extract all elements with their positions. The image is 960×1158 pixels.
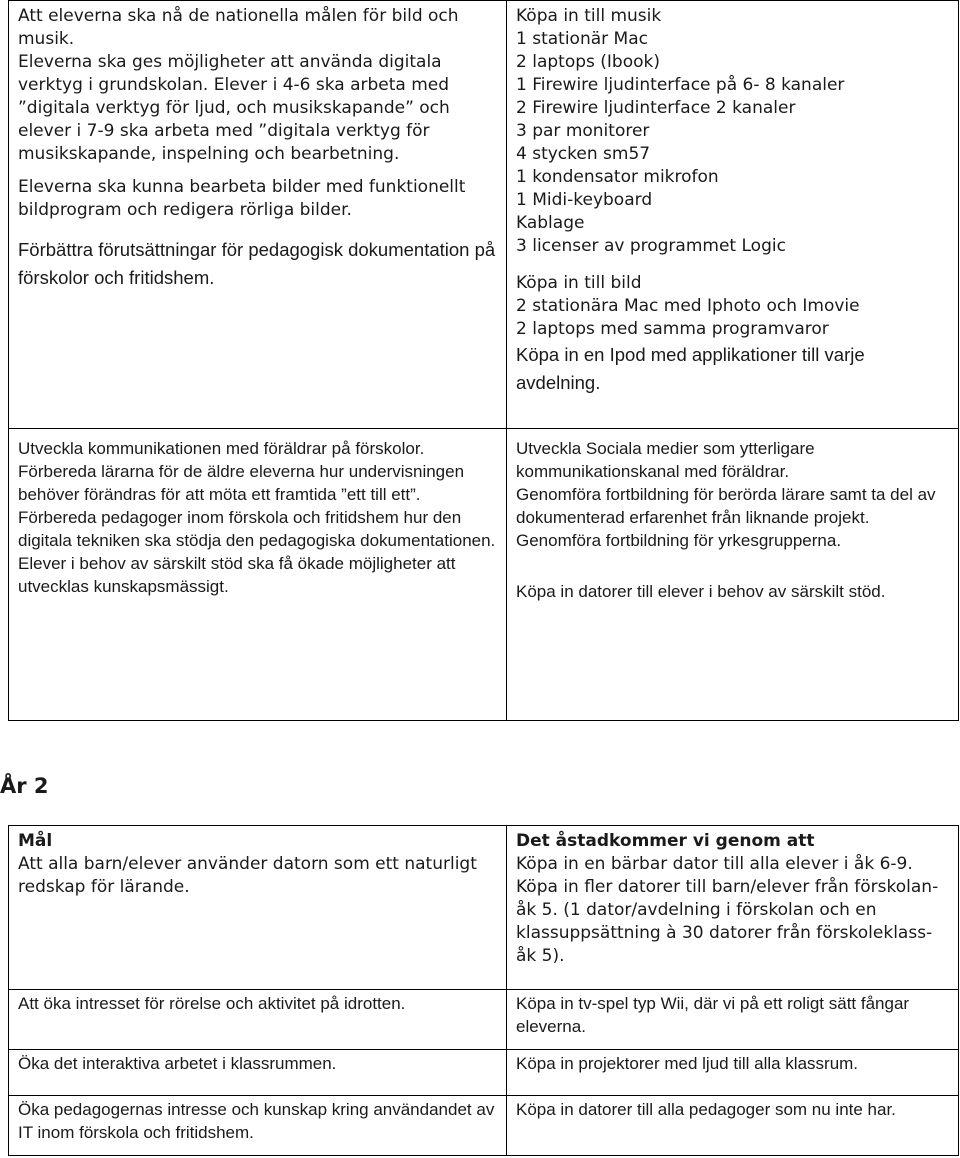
list-item: 3 licenser av programmet Logic [516, 236, 786, 256]
list-item: 2 Firewire ljudinterface 2 kanaler [516, 98, 796, 118]
action-paragraph: Köpa in projektorer med ljud till alla klassrum. [516, 1054, 859, 1073]
action-paragraph: Genomföra fortbildning för berörda lärare samt ta del av dokumenterad erfarenhet från liknande projekt. [516, 485, 936, 527]
goal-paragraph: Att eleverna ska nå de nationella målen för bild och musik. [18, 6, 459, 49]
action-paragraph: Utveckla Sociala medier som ytterligare kommunikationskanal med föräldrar. [516, 439, 815, 481]
goals-table-year-1 [8, 0, 959, 721]
goal-paragraph: Förbereda lärarna för de äldre eleverna hur undervisningen behöver förändras för att möta ett framtida ”ett till ett”. [18, 462, 465, 504]
table-row [9, 429, 959, 721]
goals-cell [9, 1, 507, 429]
actions-cell [507, 429, 959, 721]
goal-column-header: Mål [18, 831, 53, 851]
goals-cell [9, 826, 507, 990]
list-item: 2 laptops (Ibook) [516, 52, 660, 72]
action-column-header: Det åstadkommer vi genom att [516, 831, 815, 851]
year-heading: År 2 [0, 774, 49, 798]
table-row [9, 1, 959, 429]
actions-cell [507, 1, 959, 429]
goal-paragraph: Att alla barn/elever använder datorn som ett naturligt redskap för lärande. [18, 854, 477, 897]
list-item: 1 kondensator mikrofon [516, 167, 719, 187]
action-paragraph: Köpa in tv-spel typ Wii, där vi på ett roligt sätt fångar eleverna. [516, 994, 910, 1036]
table-row [9, 1096, 959, 1156]
goals-cell [9, 429, 507, 721]
list-item: 4 stycken sm57 [516, 144, 651, 164]
goal-paragraph: Öka pedagogernas intresse och kunskap kring användandet av IT inom förskola och fritidshem. [18, 1100, 495, 1142]
actions-cell [507, 1096, 959, 1156]
list-item: 1 Firewire ljudinterface på 6- 8 kanaler [516, 75, 845, 95]
list-item: 3 par monitorer [516, 121, 650, 141]
action-paragraph: Köpa in datorer till elever i behov av särskilt stöd. [516, 582, 886, 601]
image-heading: Köpa in till bild [516, 273, 642, 293]
table-row [9, 990, 959, 1050]
goal-paragraph: Förbereda pedagoger inom förskola och fritidshem hur den digitala tekniken ska stödja den pedagogiska dokumentationen. [18, 508, 496, 550]
action-paragraph: Genomföra fortbildning för yrkesgrupperna. [516, 531, 842, 550]
goal-paragraph: Elever i behov av särskilt stöd ska få ökade möjligheter att utvecklas kunskapsmässigt. [18, 554, 456, 596]
actions-cell [507, 1050, 959, 1096]
goal-paragraph: Eleverna ska kunna bearbeta bilder med funktionellt bildprogram och redigera rörliga bilder. [18, 177, 466, 220]
list-item: 2 laptops med samma programvaror [516, 319, 829, 339]
goal-paragraph: Förbättra förutsättningar för pedagogisk dokumentation på förskolor och fritidshem. [18, 239, 496, 288]
goal-paragraph: Utveckla kommunikationen med föräldrar på förskolor. [18, 439, 425, 458]
actions-cell [507, 990, 959, 1050]
action-paragraph: Köpa in en bärbar dator till alla elever i åk 6-9. [516, 854, 913, 874]
goals-cell [9, 990, 507, 1050]
goals-cell [9, 1096, 507, 1156]
list-item: 1 stationär Mac [516, 29, 648, 49]
goals-table-year-2 [8, 825, 959, 1156]
action-paragraph: Köpa in fler datorer till barn/elever från förskolan-åk 5. (1 dator/avdelning i förskolan och en klassuppsättning à 30 datorer från förskoleklass-åk 5). [516, 877, 939, 966]
action-paragraph: Köpa in datorer till alla pedagoger som nu inte har. [516, 1100, 896, 1119]
music-heading: Köpa in till musik [516, 6, 662, 26]
list-item: 2 stationära Mac med Iphoto och Imovie [516, 296, 860, 316]
list-item: Kablage [516, 213, 585, 233]
goals-cell [9, 1050, 507, 1096]
ipod-paragraph: Köpa in en Ipod med applikationer till varje avdelning. [516, 344, 865, 393]
list-item: 1 Midi-keyboard [516, 190, 653, 210]
goal-paragraph: Öka det interaktiva arbetet i klassrummen. [18, 1054, 337, 1073]
goal-paragraph: Att öka intresset för rörelse och aktivitet på idrotten. [18, 994, 406, 1013]
table-row [9, 1050, 959, 1096]
table-row [9, 826, 959, 990]
goal-paragraph: Eleverna ska ges möjligheter att använda digitala verktyg i grundskolan. Elever i 4-6 ska arbeta med ”digitala verktyg för ljud, och musikskapande” och elever i 7-9 ska arbeta med ”digitala verktyg för musikskapande, inspelning och bearbetning. [18, 52, 450, 164]
actions-cell [507, 826, 959, 990]
